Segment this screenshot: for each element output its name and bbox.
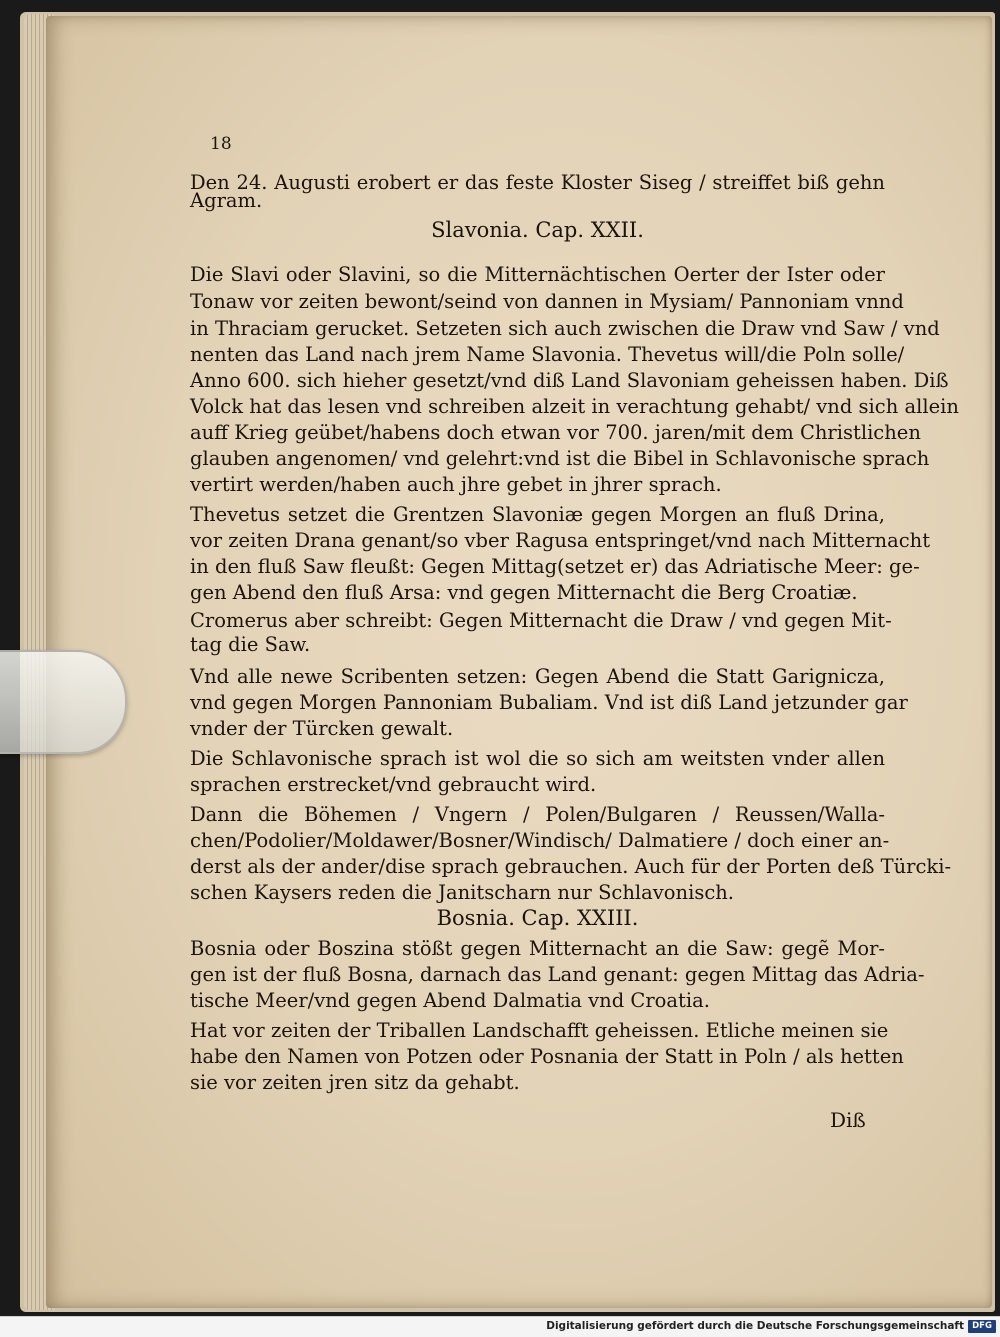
page-number: 18 <box>210 134 232 154</box>
text-line: vnd gegen Morgen Pannoniam Bubaliam. Vnd ist diß Land jetzunder gar <box>190 691 908 714</box>
text-line: glauben angenomen/ vnd gelehrt:vnd ist die Bibel in Schlavonische sprach <box>190 447 930 470</box>
text-line: in den fluß Saw fleußt: Gegen Mittag(setzet er) das Adriatische Meer: ge- <box>190 555 920 578</box>
text-line: Anno 600. sich hieher gesetzt/vnd diß Land Slavoniam geheissen haben. Diß <box>190 369 949 392</box>
text-line: Cromerus aber schreibt: Gegen Mitternacht die Draw / vnd gegen Mit- <box>190 609 892 632</box>
text-line: Den 24. Augusti erobert er das feste Kloster Siseg / streiffet biß gehn <box>190 171 885 194</box>
text-line: sprachen erstrecket/vnd gebraucht wird. <box>190 773 597 796</box>
text-line: vor zeiten Drana genant/so vber Ragusa entspringet/vnd nach Mitternacht <box>190 529 931 552</box>
text-line: vertirt werden/haben auch jhre gebet in jhrer sprach. <box>190 473 722 496</box>
chapter-heading: Slavonia. Cap. XXII. <box>431 218 644 242</box>
text-line: chen/Podolier/Moldawer/Bosner/Windisch/ Dalmatiere / doch einer an- <box>190 829 890 852</box>
text-line: Agram. <box>190 189 263 212</box>
text-line: Die Slavi oder Slavini, so die Mitternächtischen Oerter der Ister oder <box>190 263 885 286</box>
funding-credit: Digitalisierung gefördert durch die Deutsche Forschungsgemeinschaft <box>546 1320 964 1332</box>
dfg-logo: DFG <box>968 1320 996 1333</box>
chapter-heading: Bosnia. Cap. XXIII. <box>436 906 639 930</box>
text-line: Thevetus setzet die Grentzen Slavoniæ gegen Morgen an fluß Drina, <box>190 503 885 526</box>
page-clip <box>0 650 127 754</box>
text-line: vnder der Türcken gewalt. <box>190 717 454 740</box>
text-line: derst als der ander/dise sprach gebrauchen. Auch für der Porten deß Türcki- <box>190 855 952 878</box>
text-line: Dann die Böhemen / Vngern / Polen/Bulgaren / Reussen/Walla- <box>190 803 885 826</box>
catchword: Diß <box>830 1108 866 1132</box>
text-line: Vnd alle newe Scribenten setzen: Gegen Abend die Statt Garignicza, <box>190 665 885 688</box>
text-line: Die Schlavonische sprach ist wol die so sich am weitsten vnder allen <box>190 747 885 770</box>
text-line: nenten das Land nach jrem Name Slavonia. Thevetus will/die Poln solle/ <box>190 343 905 366</box>
text-line: gen ist der fluß Bosna, darnach das Land genant: gegen Mittag das Adria- <box>190 963 925 986</box>
text-line: tag die Saw. <box>190 633 311 656</box>
text-line: gen Abend den fluß Arsa: vnd gegen Mitternacht die Berg Croatiæ. <box>190 581 858 604</box>
text-line: in Thraciam gerucket. Setzeten sich auch zwischen die Draw vnd Saw / vnd <box>190 317 940 340</box>
text-line: habe den Namen von Potzen oder Posnania der Statt in Poln / als hetten <box>190 1045 904 1068</box>
text-line: schen Kaysers reden die Janitscharn nur Schlavonisch. <box>190 881 735 904</box>
text-line: tische Meer/vnd gegen Abend Dalmatia vnd Croatia. <box>190 989 710 1012</box>
text-line: Bosnia oder Boszina stößt gegen Mitternacht an die Saw: gegẽ Mor- <box>190 937 885 960</box>
text-line: Volck hat das lesen vnd schreiben alzeit in verachtung gehabt/ vnd sich allein <box>190 395 959 418</box>
text-line: auff Krieg geübet/habens doch etwan vor 700. jaren/mit dem Christlichen <box>190 421 921 444</box>
text-line: Hat vor zeiten der Triballen Landschafft geheissen. Etliche meinen sie <box>190 1019 889 1042</box>
footer-bar <box>0 1316 1000 1337</box>
text-line: Tonaw vor zeiten bewont/seind von dannen in Mysiam/ Pannoniam vnnd <box>190 290 904 313</box>
text-line: sie vor zeiten jren sitz da gehabt. <box>190 1071 520 1094</box>
